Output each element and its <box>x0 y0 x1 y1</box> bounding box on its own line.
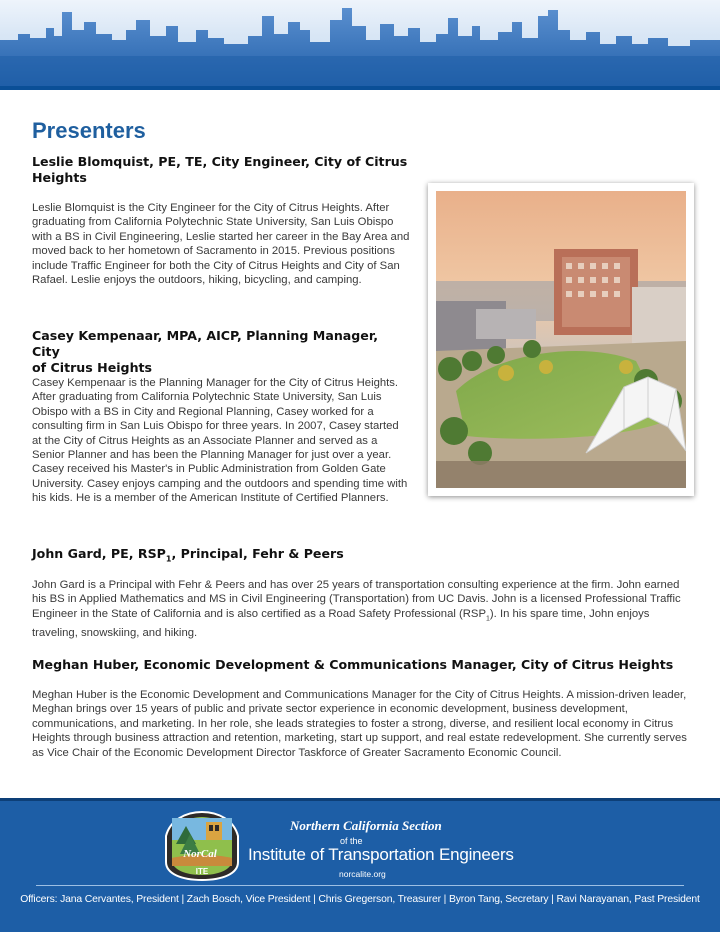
page-title: Presenters <box>32 118 146 143</box>
presenter-name-casey-kempenaar <box>32 328 410 376</box>
of-the-text: of the <box>340 836 363 846</box>
institute-name: Institute of Transportation Engineers <box>248 845 514 864</box>
presenter-name-line: of Citrus Heights <box>32 360 153 375</box>
footer-divider <box>36 885 684 886</box>
norcal-ite-logo <box>162 810 242 882</box>
bio-text: ). In his spare time, John enjoys traveling, snowskiing, and hiking. <box>32 607 650 640</box>
bio-subscript: 1 <box>486 615 490 623</box>
officers-list: Officers: Jana Cervantes, President | Zach Bosch, Vice President | Chris Gregerson, Treasurer | Byron Tang, Secretary | Ravi Narayanan, Past President <box>20 894 700 905</box>
section-title: Northern California Section <box>290 818 442 833</box>
presenter-bio-leslie-blomquist: Leslie Blomquist is the City Engineer for the City of Citrus Heights. After graduating from California Polytechnic State University, San Luis Obispo with a BS in Civil Engineering, Leslie started her career in the Bay Area and moved back to her hometown of Sacramento in 2015. Previous positions include Traffic Engineer for both the City of Citrus Heights and City of San Rafael. Leslie enjoys the outdoors, hiking, bicycling, and camping. <box>32 202 410 287</box>
town-center-rendering-image <box>436 191 686 488</box>
presenter-name-john-gard <box>32 546 690 568</box>
presenter-bio-casey-kempenaar: Casey Kempenaar is the Planning Manager for the City of Citrus Heights. After graduating from California Polytechnic State University, San Luis Obispo with a BS in City and Regional Planning, Casey worked for a consulting firm in San Luis Obispo for three years. In 2007, Casey started at the City of Citrus Heights as an Associate Planner and served as a Senior Planner and has been the Planning Manager for just over a year. Casey received his Master's in Public Administration from Golden Gate University. Casey enjoys camping and the outdoors and spending time with his kids. He is a member of the American Institute of Certified Planners. <box>32 377 408 505</box>
bio-text: John Gard is a Principal with Fehr & Peers and has over 25 years of transportation consulting experience at the firm. John earned his BS in Applied Mathematics and MS in Civil Engineering (Transportation) from UC Davis. John is a licensed Professional Traffic Engineer in the State of California and is also certified as a Road Safety Professional (RSP <box>32 579 681 620</box>
rendering-photo-frame <box>428 183 694 496</box>
footer-top-rule <box>0 798 720 801</box>
presenter-name-text: , Principal, Fehr & Peers <box>171 546 344 561</box>
logo-text: NorCal <box>183 848 217 860</box>
presenter-name-subscript: 1 <box>165 554 172 564</box>
skyline-graphic <box>0 0 720 90</box>
presenter-bio-john-gard <box>32 578 690 641</box>
presenter-name-line: Leslie Blomquist, PE, TE, City Engineer, City of Citrus <box>32 154 408 169</box>
website-url[interactable]: norcalite.org <box>339 869 386 879</box>
presenter-bio-meghan-huber: Meghan Huber is the Economic Development and Communications Manager for the City of Citrus Heights. A mission-driven leader, Meghan brings over 15 years of public and private sector experience in economic development, business development, communications, and marketing. In her role, she leads strategies to foster a strong, diverse, and resilient local economy in Citrus Heights through business attraction and retention, marketing, start up support, and real estate redevelopment. She currently serves as Vice Chair of the Economic Development Director Taskforce of Greater Sacramento Economic Council. <box>32 689 687 759</box>
presenter-name-meghan-huber: Meghan Huber, Economic Development & Communications Manager, City of Citrus Heights <box>32 657 674 672</box>
presenter-name-text: John Gard, PE, RSP <box>32 546 166 561</box>
presenter-name-leslie-blomquist <box>32 154 410 186</box>
presenter-name-line: Casey Kempenaar, MPA, AICP, Planning Manager, City <box>32 328 378 359</box>
presenter-name-line: Heights <box>32 170 87 185</box>
header-rule <box>0 86 720 90</box>
footer-banner <box>0 798 720 932</box>
header-skyline-banner <box>0 0 720 90</box>
logo-badge-text: ITE <box>195 867 209 876</box>
